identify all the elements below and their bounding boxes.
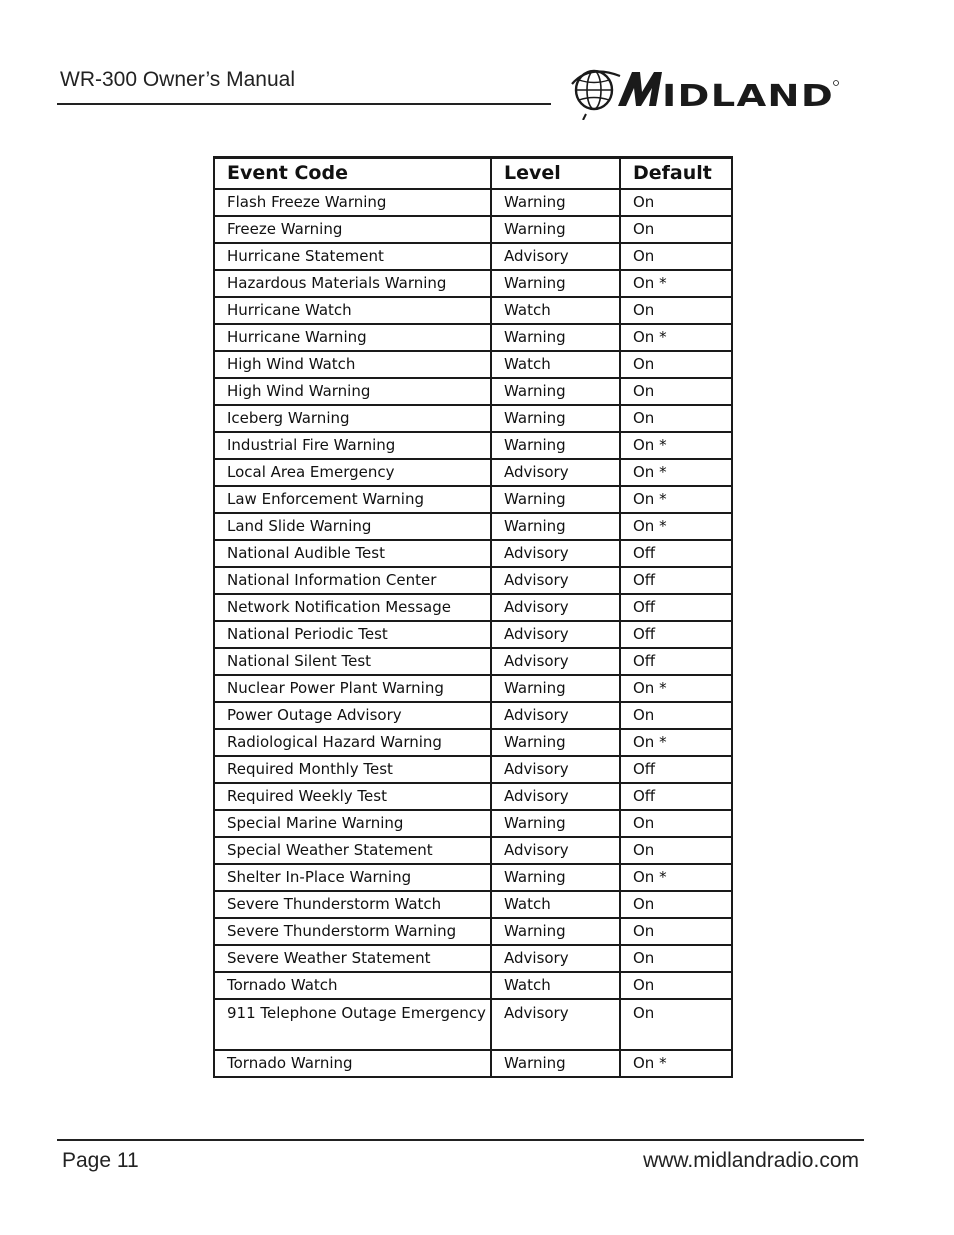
default-cell: On * (620, 486, 732, 513)
level-cell: Warning (491, 918, 620, 945)
table-row (214, 675, 732, 702)
default-cell: On * (620, 513, 732, 540)
level-cell: Warning (491, 729, 620, 756)
default-cell: On (620, 999, 732, 1050)
level-cell: Advisory (491, 594, 620, 621)
event-code-cell: Tornado Warning (214, 1050, 491, 1077)
table-row (214, 189, 732, 216)
level-cell: Advisory (491, 459, 620, 486)
default-cell: On (620, 702, 732, 729)
level-cell: Advisory (491, 702, 620, 729)
event-code-cell: National Information Center (214, 567, 491, 594)
event-code-cell: National Silent Test (214, 648, 491, 675)
table-row (214, 972, 732, 999)
event-code-cell: Required Weekly Test (214, 783, 491, 810)
level-cell: Warning (491, 864, 620, 891)
event-code-cell: Local Area Emergency (214, 459, 491, 486)
header-divider (57, 103, 551, 105)
table-row (214, 702, 732, 729)
event-code-cell: Hurricane Watch (214, 297, 491, 324)
default-cell: On * (620, 1050, 732, 1077)
default-cell: On (620, 216, 732, 243)
event-code-cell: High Wind Warning (214, 378, 491, 405)
event-code-cell: Special Marine Warning (214, 810, 491, 837)
event-code-cell: Hurricane Statement (214, 243, 491, 270)
event-code-cell: Freeze Warning (214, 216, 491, 243)
event-code-cell: Law Enforcement Warning (214, 486, 491, 513)
default-cell: On (620, 405, 732, 432)
level-cell: Warning (491, 810, 620, 837)
table-row (214, 945, 732, 972)
event-code-cell: Required Monthly Test (214, 756, 491, 783)
column-header-event-code: Event Code (214, 158, 491, 190)
default-cell: On * (620, 270, 732, 297)
table-row (214, 837, 732, 864)
default-cell: On (620, 189, 732, 216)
table-row (214, 270, 732, 297)
table-row (214, 486, 732, 513)
level-cell: Advisory (491, 540, 620, 567)
level-cell: Warning (491, 378, 620, 405)
level-cell: Warning (491, 189, 620, 216)
level-cell: Advisory (491, 945, 620, 972)
event-code-cell: Power Outage Advisory (214, 702, 491, 729)
level-cell: Watch (491, 891, 620, 918)
footer-divider (57, 1139, 864, 1141)
midland-logo (570, 62, 840, 120)
table-row (214, 351, 732, 378)
table-row (214, 810, 732, 837)
default-cell: On (620, 945, 732, 972)
default-cell: Off (620, 540, 732, 567)
event-code-cell: Tornado Watch (214, 972, 491, 999)
default-cell: Off (620, 621, 732, 648)
table-row (214, 648, 732, 675)
event-code-cell: Flash Freeze Warning (214, 189, 491, 216)
level-cell: Warning (491, 324, 620, 351)
column-header-default: Default (620, 158, 732, 190)
event-code-cell: Radiological Hazard Warning (214, 729, 491, 756)
level-cell: Warning (491, 270, 620, 297)
table-row (214, 243, 732, 270)
document-title: WR-300 Owner’s Manual (60, 68, 295, 91)
event-code-cell: Special Weather Statement (214, 837, 491, 864)
svg-text:IDLAND: IDLAND (662, 79, 834, 114)
level-cell: Warning (491, 486, 620, 513)
default-cell: Off (620, 783, 732, 810)
event-code-cell: Severe Weather Statement (214, 945, 491, 972)
level-cell: Watch (491, 972, 620, 999)
default-cell: On (620, 810, 732, 837)
table-row (214, 891, 732, 918)
level-cell: Warning (491, 432, 620, 459)
event-code-cell: High Wind Watch (214, 351, 491, 378)
table-row (214, 729, 732, 756)
default-cell: On * (620, 729, 732, 756)
event-code-table (213, 156, 733, 1078)
level-cell: Warning (491, 675, 620, 702)
event-code-cell: Shelter In-Place Warning (214, 864, 491, 891)
level-cell: Warning (491, 405, 620, 432)
event-code-cell: Network Notification Message (214, 594, 491, 621)
default-cell: On * (620, 324, 732, 351)
table-row (214, 432, 732, 459)
default-cell: On * (620, 675, 732, 702)
table-row (214, 513, 732, 540)
table-row (214, 324, 732, 351)
table-header-row (214, 158, 732, 190)
event-code-cell: Industrial Fire Warning (214, 432, 491, 459)
level-cell: Advisory (491, 783, 620, 810)
table-row (214, 999, 732, 1050)
event-code-cell: Severe Thunderstorm Warning (214, 918, 491, 945)
table-row (214, 783, 732, 810)
table-row (214, 297, 732, 324)
level-cell: Advisory (491, 243, 620, 270)
table-row (214, 567, 732, 594)
event-code-cell: Land Slide Warning (214, 513, 491, 540)
level-cell: Advisory (491, 648, 620, 675)
default-cell: Off (620, 756, 732, 783)
event-code-cell: National Periodic Test (214, 621, 491, 648)
event-code-table-container (213, 156, 731, 1078)
table-row (214, 216, 732, 243)
table-body (214, 189, 732, 1077)
table-row (214, 540, 732, 567)
level-cell: Advisory (491, 621, 620, 648)
level-cell: Advisory (491, 837, 620, 864)
default-cell: On (620, 918, 732, 945)
level-cell: Advisory (491, 756, 620, 783)
page-number: Page 11 (62, 1149, 139, 1172)
default-cell: On (620, 378, 732, 405)
table-row (214, 378, 732, 405)
default-cell: On (620, 891, 732, 918)
event-code-cell: Severe Thunderstorm Watch (214, 891, 491, 918)
event-code-cell: Nuclear Power Plant Warning (214, 675, 491, 702)
default-cell: On (620, 297, 732, 324)
table-row (214, 918, 732, 945)
event-code-cell: National Audible Test (214, 540, 491, 567)
table-row (214, 756, 732, 783)
level-cell: Warning (491, 216, 620, 243)
default-cell: On * (620, 459, 732, 486)
level-cell: Advisory (491, 567, 620, 594)
table-row (214, 864, 732, 891)
level-cell: Warning (491, 513, 620, 540)
midland-logo-icon (570, 62, 840, 120)
table-row (214, 459, 732, 486)
website-url: www.midlandradio.com (643, 1149, 859, 1172)
default-cell: On (620, 243, 732, 270)
default-cell: On (620, 972, 732, 999)
event-code-cell: 911 Telephone Outage Emergency (214, 999, 491, 1050)
default-cell: On (620, 351, 732, 378)
default-cell: Off (620, 648, 732, 675)
default-cell: On * (620, 432, 732, 459)
level-cell: Warning (491, 1050, 620, 1077)
level-cell: Advisory (491, 999, 620, 1050)
default-cell: Off (620, 594, 732, 621)
table-row (214, 1050, 732, 1077)
table-row (214, 594, 732, 621)
column-header-level: Level (491, 158, 620, 190)
table-row (214, 621, 732, 648)
level-cell: Watch (491, 351, 620, 378)
default-cell: On * (620, 864, 732, 891)
event-code-cell: Hazardous Materials Warning (214, 270, 491, 297)
level-cell: Watch (491, 297, 620, 324)
table-row (214, 405, 732, 432)
event-code-cell: Hurricane Warning (214, 324, 491, 351)
event-code-cell: Iceberg Warning (214, 405, 491, 432)
default-cell: On (620, 837, 732, 864)
default-cell: Off (620, 567, 732, 594)
